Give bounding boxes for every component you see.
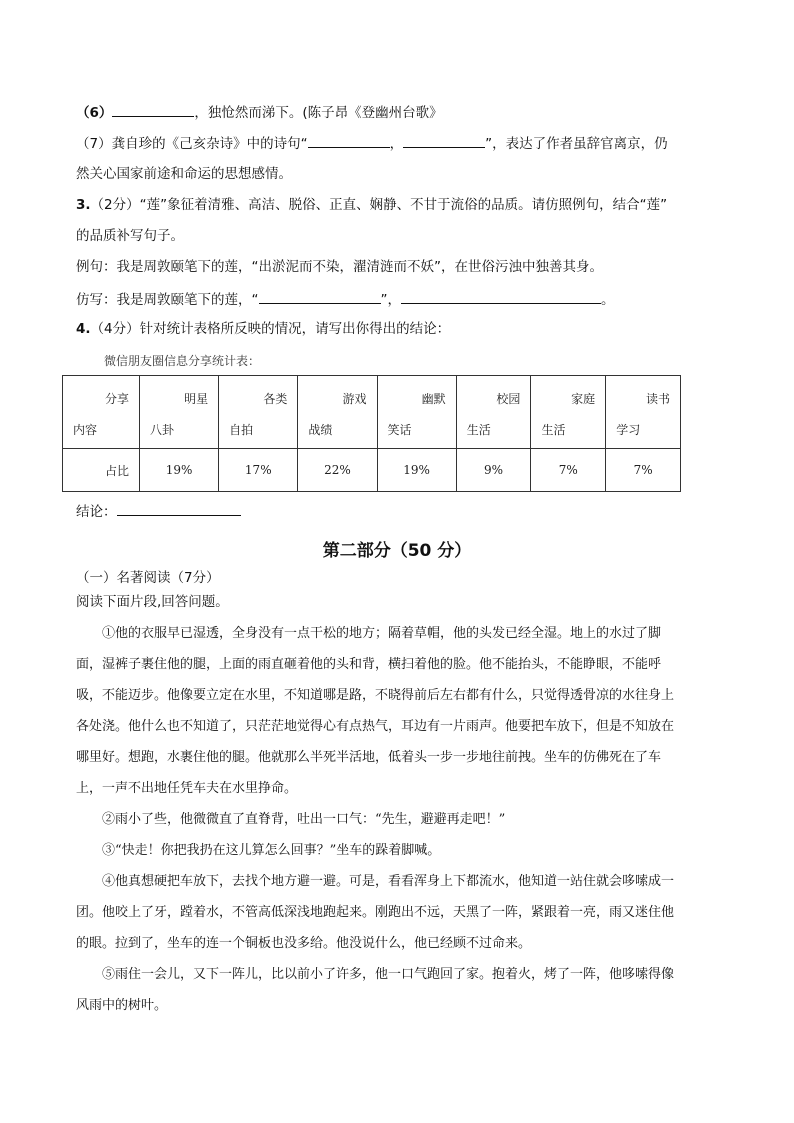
table-column-header bbox=[298, 376, 377, 449]
table-cell: 22% bbox=[298, 449, 377, 492]
question-7-suffix: ”，表达了作者虽辞官离京，仍 bbox=[485, 136, 668, 152]
answer-blank[interactable] bbox=[401, 289, 601, 304]
imitation-mid: ”， bbox=[380, 292, 401, 308]
question-3-continued: 的品质补写句子。 bbox=[76, 228, 184, 244]
question-7 bbox=[76, 133, 668, 153]
column-bottom: 生活 bbox=[541, 423, 566, 437]
answer-blank[interactable] bbox=[259, 289, 381, 304]
question-3 bbox=[76, 196, 667, 214]
statistics-table bbox=[62, 375, 681, 492]
imitation-prefix: 仿写：我是周敦颐笔下的莲，“ bbox=[76, 292, 259, 308]
conclusion-label: 结论： bbox=[76, 504, 117, 520]
example-sentence: 例句：我是周敦颐笔下的莲，“出淤泥而不染，濯清涟而不妖”，在世俗污浊中独善其身。 bbox=[76, 259, 603, 275]
column-bottom: 笑话 bbox=[387, 423, 412, 437]
table-column-header bbox=[531, 376, 606, 449]
column-bottom: 自拍 bbox=[229, 423, 254, 437]
question-4 bbox=[76, 320, 450, 338]
reading-instruction: 阅读下面片段,回答问题。 bbox=[76, 594, 229, 610]
table-header-row bbox=[63, 376, 681, 449]
conclusion-line bbox=[76, 501, 241, 521]
imitation-line bbox=[76, 289, 615, 309]
table-cell: 7% bbox=[606, 449, 681, 492]
question-6-number: （6） bbox=[76, 105, 113, 121]
column-top: 家庭 bbox=[571, 392, 596, 406]
imitation-end: 。 bbox=[601, 292, 615, 308]
column-top: 幽默 bbox=[421, 392, 446, 406]
header-bottom: 内容 bbox=[73, 423, 98, 437]
question-3-text: （2分）“莲”象征着清雅、高洁、脱俗、正直、娴静、不甘于流俗的品质。请仿照例句，结合“莲” bbox=[90, 197, 668, 213]
table-cell: 19% bbox=[140, 449, 219, 492]
column-top: 明星 bbox=[184, 392, 209, 406]
table-cell: 7% bbox=[531, 449, 606, 492]
table-column-header bbox=[219, 376, 298, 449]
question-4-text: （4分）针对统计表格所反映的情况，请写出你得出的结论： bbox=[90, 321, 451, 337]
question-3-number: 3. bbox=[76, 197, 91, 213]
answer-blank[interactable] bbox=[403, 133, 485, 148]
table-cell: 9% bbox=[456, 449, 531, 492]
passage-paragraph: ⑤雨住一会儿，又下一阵儿，比以前小了许多，他一口气跑回了家。抱着火，烤了一阵，他哆嗦得像风雨中的树叶。 bbox=[76, 967, 675, 1013]
question-6 bbox=[76, 102, 443, 122]
column-top: 各类 bbox=[263, 392, 288, 406]
column-top: 游戏 bbox=[342, 392, 367, 406]
part-two-heading: 第二部分（50 分） bbox=[322, 541, 472, 561]
question-7-mid: ， bbox=[389, 136, 404, 152]
table-cell: 19% bbox=[377, 449, 456, 492]
section-title: （一）名著阅读（7分） bbox=[76, 570, 220, 586]
header-top: 分享 bbox=[104, 392, 129, 406]
table-row bbox=[63, 449, 681, 492]
passage-paragraph: ②雨小了些，他微微直了直脊背，吐出一口气：“先生，避避再走吧！” bbox=[102, 812, 506, 827]
question-7-prefix: （7）龚自珍的《己亥杂诗》中的诗句“ bbox=[76, 136, 308, 152]
column-top: 校园 bbox=[496, 392, 521, 406]
reading-passage bbox=[76, 618, 676, 1021]
question-7-continued: 然关心国家前途和命运的思想感情。 bbox=[76, 166, 292, 182]
answer-blank[interactable] bbox=[308, 133, 390, 148]
passage-paragraph: ①他的衣服早已湿透，全身没有一点干松的地方；隔着草帽，他的头发已经全湿。地上的水过了脚面，湿裤子裹住他的腿，上面的雨直砸着他的头和背，横扫着他的脸。他不能抬头，不能睁眼，不能呼吸，不能迈步。他像要立定在水里，不知道哪是路，不晓得前后左右都有什么，只觉得透骨凉的水往身上各处浇。他什么也不知道了，只茫茫地觉得心有点热气，耳边有一片雨声。他要把车放下，但是不知放在哪里好。想跑，水裹住他的腿。他就那么半死半活地，低着头一步一步地往前拽。坐车的仿佛死在了车上，一声不出地任凭车夫在水里挣命。 bbox=[76, 626, 675, 796]
table-column-header bbox=[456, 376, 531, 449]
row-label: 占比 bbox=[63, 449, 140, 492]
table-caption: 微信朋友圈信息分享统计表： bbox=[104, 354, 261, 368]
table-header-cell bbox=[63, 376, 140, 449]
table-cell: 17% bbox=[219, 449, 298, 492]
question-4-number: 4. bbox=[76, 321, 91, 337]
table-column-header bbox=[606, 376, 681, 449]
passage-paragraph: ③“快走！你把我扔在这儿算怎么回事？”坐车的跺着脚喊。 bbox=[102, 843, 441, 858]
column-bottom: 八卦 bbox=[150, 423, 175, 437]
column-bottom: 学习 bbox=[616, 423, 641, 437]
conclusion-blank[interactable] bbox=[117, 501, 241, 516]
answer-blank[interactable] bbox=[112, 102, 194, 117]
column-top: 读书 bbox=[645, 392, 670, 406]
table-column-header bbox=[140, 376, 219, 449]
passage-paragraph: ④他真想硬把车放下，去找个地方避一避。可是，看看浑身上下都流水，他知道一站住就会哆嗦成一团。他咬上了牙，蹚着水，不管高低深浅地跑起来。刚跑出不远，天黑了一阵，紧跟着一亮，雨又迷住他的眼。拉到了，坐车的连一个铜板也没多给。他没说什么，他已经顾不过命来。 bbox=[76, 874, 675, 951]
column-bottom: 生活 bbox=[466, 423, 491, 437]
table-column-header bbox=[377, 376, 456, 449]
question-6-text: ，独怆然而涕下。(陈子昂《登幽州台歌》 bbox=[194, 105, 443, 121]
column-bottom: 战绩 bbox=[308, 423, 333, 437]
